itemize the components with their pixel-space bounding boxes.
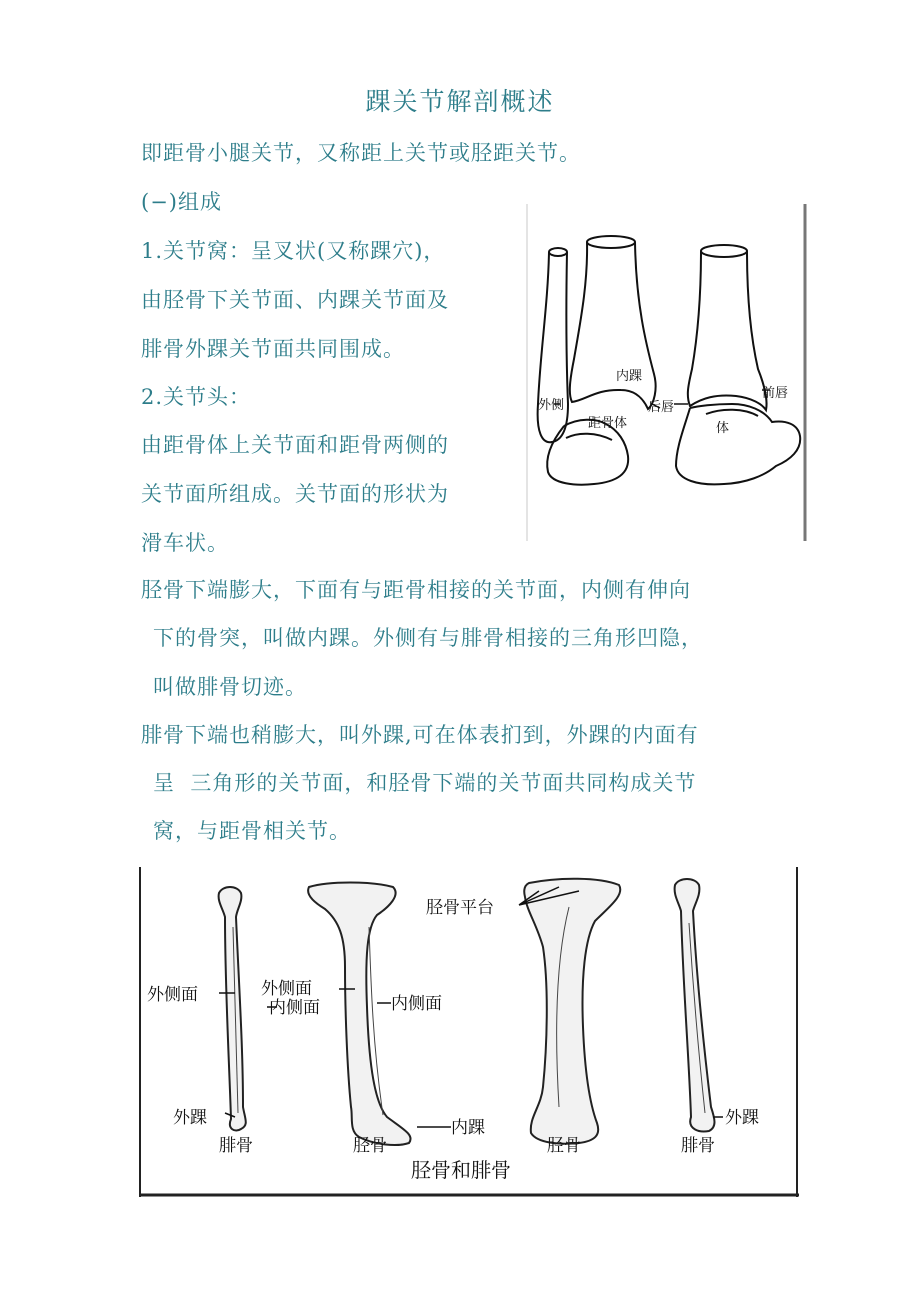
name-fibula-1: 腓骨 — [219, 1136, 253, 1156]
intro-text: 即距骨小腿关节，又称距上关节或胫距关节。 — [141, 141, 581, 165]
label-medial-surface-2: 内侧面 — [391, 994, 442, 1014]
ankle-joint-figure — [526, 204, 808, 541]
label-medial-malleolus: 内踝 — [616, 369, 643, 384]
item1-line3: 腓骨外踝关节面共同围成。 — [141, 337, 405, 361]
item2-line2: 由距骨体上关节面和距骨两侧的 — [141, 433, 449, 457]
item1-line2: 由胫骨下关节面、内踝关节面及 — [141, 288, 449, 312]
item2-line4: 滑车状。 — [141, 531, 229, 555]
ankle-joint-drawing — [526, 204, 808, 541]
tibia-fibula-figure — [139, 867, 799, 1197]
label-posterior-lip: 后唇 — [648, 400, 675, 415]
label-medial-surface-1: 内侧面 — [269, 998, 320, 1018]
item1-line1: 1.关节窝：呈叉状(又称踝穴)， — [141, 239, 446, 263]
name-fibula-2: 腓骨 — [681, 1136, 715, 1156]
figure-caption: 胫骨和腓骨 — [411, 1158, 511, 1182]
label-tibial-plateau: 胫骨平台 — [426, 898, 494, 918]
label-lateral-malleolus-2: 外踝 — [725, 1108, 759, 1128]
label-body: 体 — [716, 421, 730, 436]
name-tibia-1: 胫骨 — [353, 1136, 387, 1156]
item2-line1: 2.关节头： — [141, 385, 252, 409]
page-title: 踝关节解剖概述 — [365, 87, 555, 116]
fibula-line1: 腓骨下端也稍膨大，叫外踝,可在体表扪到，外踝的内面有 — [141, 723, 699, 747]
label-lateral-surface-2: 外侧面 — [261, 979, 312, 999]
label-talus-body: 距骨体 — [588, 416, 628, 431]
tibia-fibula-drawing — [139, 867, 799, 1197]
fibula-line2: 呈 三角形的关节面，和胫骨下端的关节面共同构成关节 — [153, 771, 697, 795]
tibia-line1: 胫骨下端膨大，下面有与距骨相接的关节面，内侧有伸向 — [141, 578, 691, 602]
section-heading: (−)组成 — [141, 190, 222, 214]
label-anterior-lip: 前唇 — [762, 386, 789, 401]
label-lateral: 外侧 — [538, 398, 565, 413]
label-lateral-malleolus-1: 外踝 — [173, 1108, 207, 1128]
fibula-line3: 窝，与距骨相关节。 — [153, 819, 351, 843]
label-medial-malleolus: 内踝 — [451, 1118, 485, 1138]
tibia-line2: 下的骨突，叫做内踝。外侧有与腓骨相接的三角形凹隐， — [153, 626, 703, 650]
name-tibia-2: 胫骨 — [547, 1136, 581, 1156]
tibia-line3: 叫做腓骨切迹。 — [153, 675, 307, 699]
label-lateral-surface-1: 外侧面 — [147, 985, 198, 1005]
item2-line3: 关节面所组成。关节面的形状为 — [141, 482, 449, 506]
